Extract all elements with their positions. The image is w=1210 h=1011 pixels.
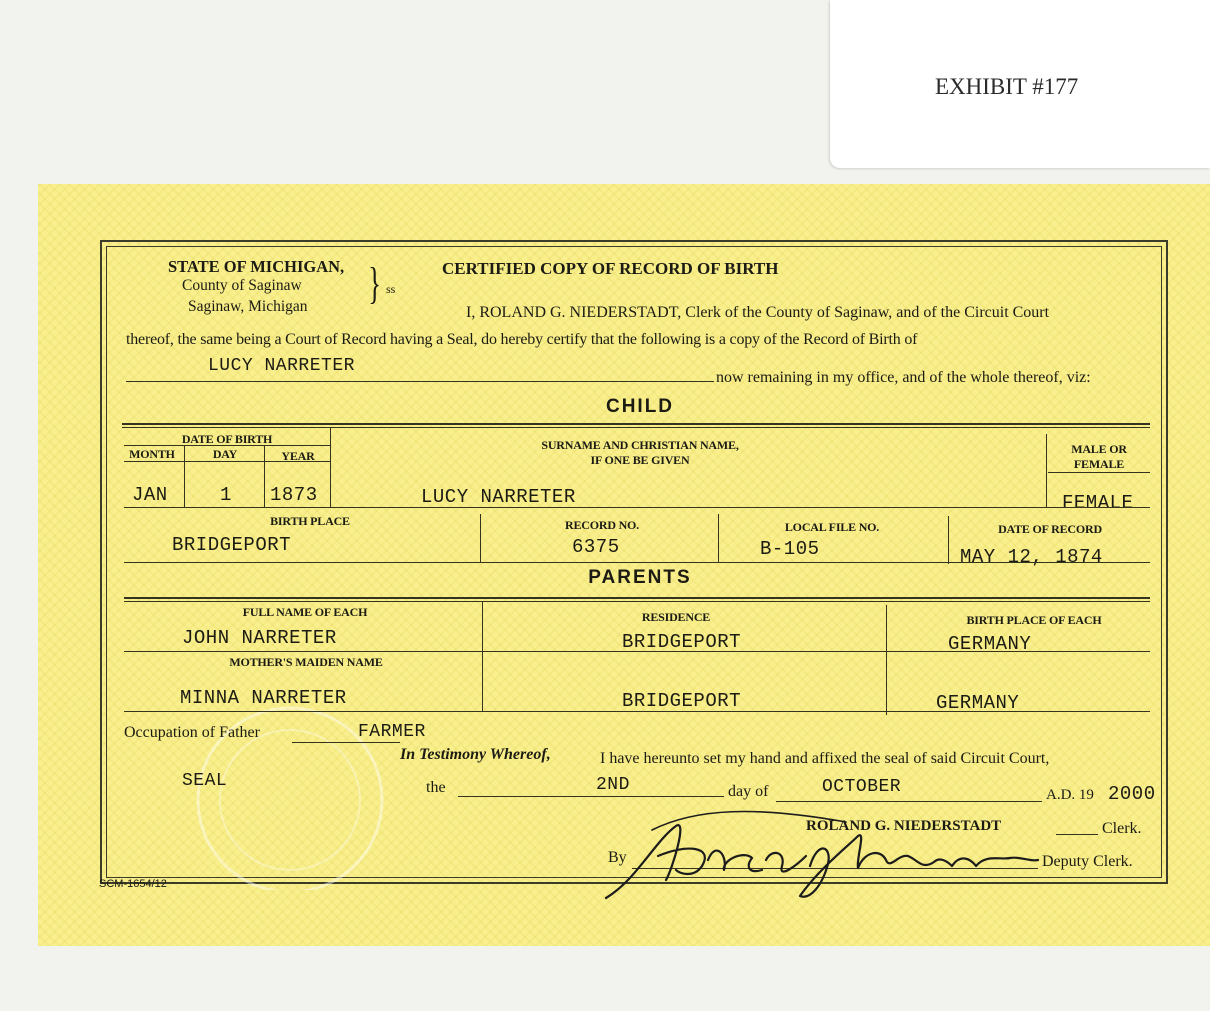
month-label: MONTH: [129, 447, 175, 461]
deputy-clerk-label: Deputy Clerk.: [1042, 853, 1133, 870]
name-label-2: IF ONE BE GIVEN: [590, 453, 690, 467]
parents-birth-place-label: BIRTH PLACE OF EACH: [966, 613, 1102, 627]
brace-icon: }: [368, 259, 381, 308]
father-birth-place-value: GERMANY: [948, 633, 1032, 655]
testimony-text: I have hereunto set my hand and affixed the seal of said Circuit Court,: [600, 750, 1050, 767]
local-file-value: B-105: [760, 538, 820, 560]
birth-day-value: 1: [220, 484, 232, 506]
certification-line-1: I, ROLAND G. NIEDERSTADT, Clerk of the County of Saginaw, and of the Circuit Court: [466, 304, 1050, 321]
mother-birth-place-value: GERMANY: [936, 692, 1020, 714]
county-line: County of Saginaw: [182, 277, 302, 294]
sex-label-2: FEMALE: [1073, 457, 1125, 471]
name-label-1: SURNAME AND CHRISTIAN NAME,: [541, 438, 739, 452]
parents-heading: PARENTS: [588, 567, 692, 588]
day-label: DAY: [212, 447, 238, 461]
occupation-label: Occupation of Father: [124, 724, 260, 741]
mother-name-value: MINNA NARRETER: [180, 687, 347, 709]
ss-mark: ss: [386, 282, 396, 296]
state-line: STATE OF MICHIGAN,: [168, 257, 345, 276]
form-number: SCM-1654/12: [99, 878, 167, 890]
child-sex-value: FEMALE: [1062, 492, 1134, 514]
birth-year-value: 1873: [270, 484, 318, 506]
residence-label: RESIDENCE: [641, 610, 711, 624]
testimony-day-value: 2ND: [596, 775, 630, 795]
ad-label: A.D. 19: [1046, 787, 1094, 803]
testimony-lead: In Testimony Whereof,: [400, 746, 551, 763]
mother-residence-value: BRIDGEPORT: [622, 690, 742, 712]
record-no-value: 6375: [572, 536, 620, 558]
certification-line-2: thereof, the same being a Court of Record having a Seal, do hereby certify that the following is a copy of the Record of Birth of: [126, 331, 918, 348]
certification-line-3: now remaining in my office, and of the whole thereof, viz:: [716, 369, 1091, 386]
father-name-value: JOHN NARRETER: [182, 627, 337, 649]
certificate-title: CERTIFIED COPY OF RECORD OF BIRTH: [442, 259, 779, 278]
deputy-signature: [596, 800, 1046, 910]
local-file-label: LOCAL FILE NO.: [784, 520, 880, 534]
city-line: Saginaw, Michigan: [188, 298, 308, 315]
exhibit-label: EXHIBIT #177: [935, 74, 1079, 99]
testimony-month-value: OCTOBER: [822, 777, 902, 797]
date-of-birth-label: DATE OF BIRTH: [181, 432, 273, 446]
birth-place-label: BIRTH PLACE: [270, 514, 350, 528]
occupation-value: FARMER: [358, 722, 426, 742]
child-name-value: LUCY NARRETER: [421, 486, 576, 508]
the-label: the: [426, 779, 446, 796]
date-of-record-value: MAY 12, 1874: [960, 546, 1103, 568]
day-of-label: day of: [728, 783, 769, 800]
sex-label-1: MALE OR: [1071, 442, 1127, 456]
seal-label: SEAL: [182, 771, 228, 791]
birth-place-value: BRIDGEPORT: [172, 534, 292, 556]
record-no-label: RECORD NO.: [564, 518, 639, 532]
full-name-label: FULL NAME OF EACH: [242, 605, 368, 619]
testimony-year-value: 2000: [1108, 783, 1156, 805]
clerk-label: Clerk.: [1102, 820, 1142, 837]
clerk-name: ROLAND G. NIEDERSTADT: [806, 818, 1002, 834]
date-of-record-label: DATE OF RECORD: [998, 522, 1102, 536]
by-label: By: [608, 849, 627, 866]
mother-maiden-name-label: MOTHER'S MAIDEN NAME: [229, 655, 383, 669]
birth-month-value: JAN: [132, 484, 168, 506]
child-heading: CHILD: [605, 396, 675, 417]
father-residence-value: BRIDGEPORT: [622, 631, 742, 653]
year-label: YEAR: [281, 449, 315, 463]
subject-name-value: LUCY NARRETER: [208, 356, 355, 376]
